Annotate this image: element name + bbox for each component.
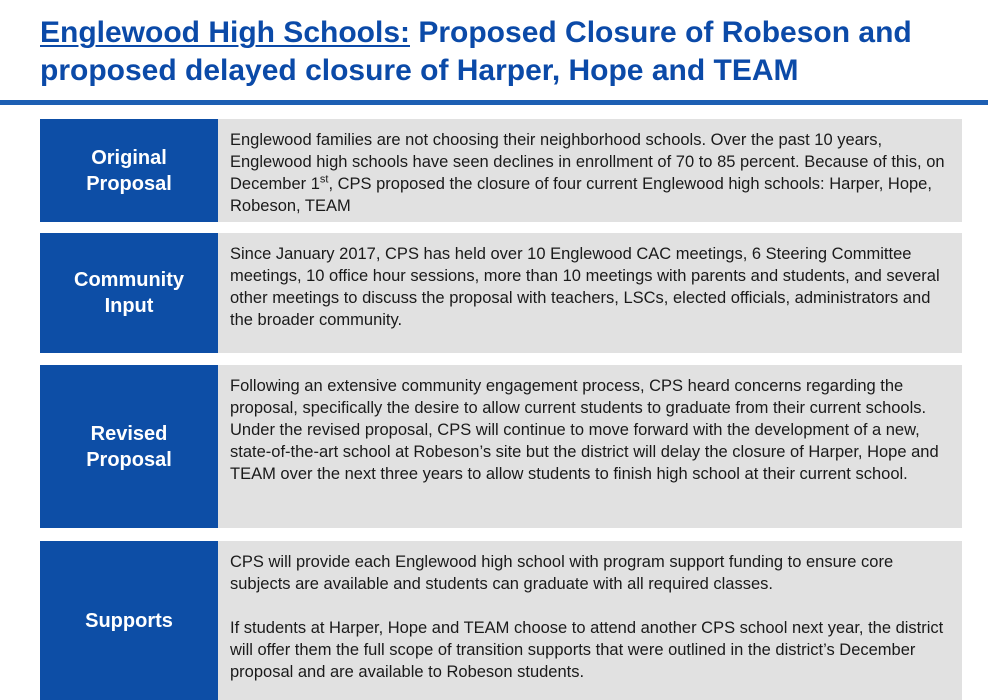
row-body-supports bbox=[218, 541, 962, 700]
row-label-community-input: Community Input bbox=[40, 233, 218, 353]
row-body-revised-proposal bbox=[218, 365, 962, 528]
row-label-original-proposal: Original Proposal bbox=[40, 119, 218, 222]
revised-proposal-text: Following an extensive community engagement process, CPS heard concerns regarding the proposal, specifically the desire to allow current students to graduate from their current schools. Under the revised proposal, CPS will continue to move forward with the development of a new, state-of-the-art school at Robeson’s site but the district will delay the closure of Harper, Hope and TEAM over the next three years to allow students to finish high school at their current school. bbox=[230, 377, 939, 483]
supports-paragraph-2: If students at Harper, Hope and TEAM choose to attend another CPS school next year, the district will offer them the full scope of transition supports that were outlined in the district’s December proposal and are available to Robeson students. bbox=[230, 619, 944, 681]
row-revised-proposal bbox=[40, 365, 962, 528]
community-input-text: Since January 2017, CPS has held over 10 Englewood CAC meetings, 6 Steering Committee meetings, 10 office hour sessions, more than 10 meetings with parents and students, and several other meetings to discuss the proposal with teachers, LSCs, elected officials, administrators and the broader community. bbox=[230, 245, 940, 329]
row-label-revised-proposal: Revised Proposal bbox=[40, 365, 218, 528]
page-title bbox=[40, 14, 970, 90]
supports-paragraph-1: CPS will provide each Englewood high school with program support funding to ensure core subjects are available and students can graduate with all required classes. bbox=[230, 553, 894, 593]
row-community-input bbox=[40, 233, 962, 353]
row-supports bbox=[40, 541, 962, 700]
original-proposal-text-b: , CPS proposed the closure of four current Englewood high schools: Harper, Hope, Robeson, TEAM bbox=[230, 175, 932, 215]
original-proposal-text-a: Englewood families are not choosing their neighborhood schools. Over the past 10 years, Englewood high schools have seen declines in enrollment of 70 to 85 percent. Because of this, on December 1 bbox=[230, 131, 945, 193]
title-underlined-part: Englewood High Schools: bbox=[40, 16, 410, 49]
original-proposal-text bbox=[230, 129, 950, 217]
title-divider bbox=[0, 100, 988, 105]
row-original-proposal bbox=[40, 119, 962, 222]
row-label-supports: Supports bbox=[40, 541, 218, 700]
ordinal-suffix: st bbox=[319, 173, 329, 186]
title-main-part: Proposed Closure of Robeson and proposed delayed closure of Harper, Hope and TEAM bbox=[40, 16, 912, 87]
row-body-community-input bbox=[218, 233, 962, 353]
row-body-original-proposal bbox=[218, 119, 962, 222]
